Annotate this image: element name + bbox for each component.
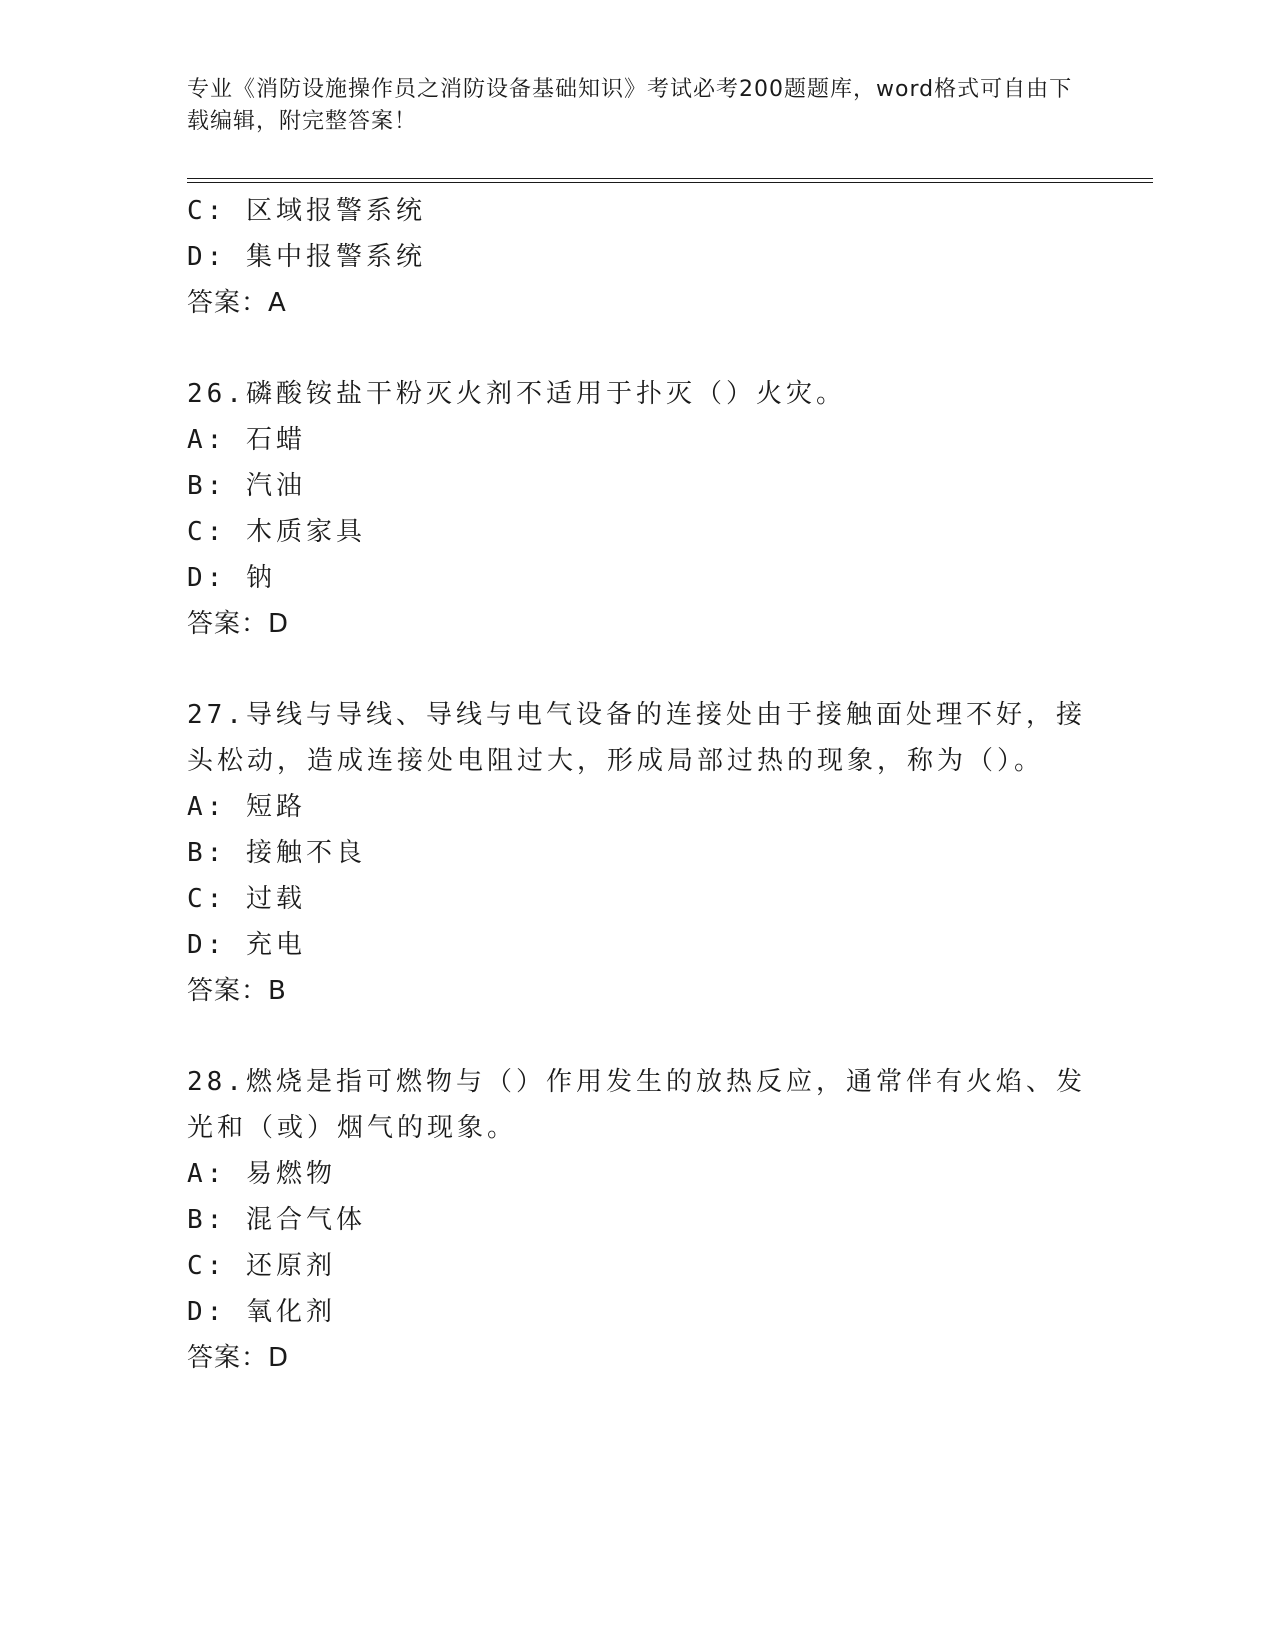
option-b: B: 汽油 xyxy=(187,471,306,501)
option-c: C: 还原剂 xyxy=(187,1251,336,1281)
option-d: D: 氧化剂 xyxy=(187,1297,336,1327)
option-d: D: 集中报警系统 xyxy=(187,242,426,272)
question-block-28 xyxy=(187,1059,1087,1381)
option-d: D: 钠 xyxy=(187,563,276,593)
answer-line: 答案：D xyxy=(187,1343,290,1373)
question-stem: 26.磷酸铵盐干粉灭火剂不适用于扑灭（）火灾。 xyxy=(187,379,846,409)
answer-line: 答案：D xyxy=(187,609,290,639)
question-stem: 27.导线与导线、导线与电气设备的连接处由于接触面处理不好，接头松动，造成连接处电阻过大，形成局部过热的现象，称为（）。 xyxy=(187,700,1086,776)
header-divider xyxy=(187,178,1153,183)
option-a: A: 短路 xyxy=(187,792,306,822)
option-b: B: 混合气体 xyxy=(187,1205,366,1235)
option-a: A: 石蜡 xyxy=(187,425,306,455)
document-header: 专业《消防设施操作员之消防设备基础知识》考试必考200题题库，word格式可自由下载编辑，附完整答案！ xyxy=(187,77,1073,134)
answer-line: 答案：B xyxy=(187,976,287,1006)
option-d: D: 充电 xyxy=(187,930,306,960)
option-b: B: 接触不良 xyxy=(187,838,366,868)
option-a: A: 易燃物 xyxy=(187,1159,336,1189)
question-list xyxy=(187,188,1087,1381)
option-c: C: 区域报警系统 xyxy=(187,196,426,226)
question-block-26 xyxy=(187,371,1087,647)
option-c: C: 木质家具 xyxy=(187,517,366,547)
option-c: C: 过载 xyxy=(187,884,306,914)
question-block-prev xyxy=(187,188,1087,326)
question-stem: 28.燃烧是指可燃物与（）作用发生的放热反应，通常伴有火焰、发光和（或）烟气的现象。 xyxy=(187,1067,1086,1143)
question-block-27 xyxy=(187,692,1087,1014)
answer-line: 答案：A xyxy=(187,288,287,318)
